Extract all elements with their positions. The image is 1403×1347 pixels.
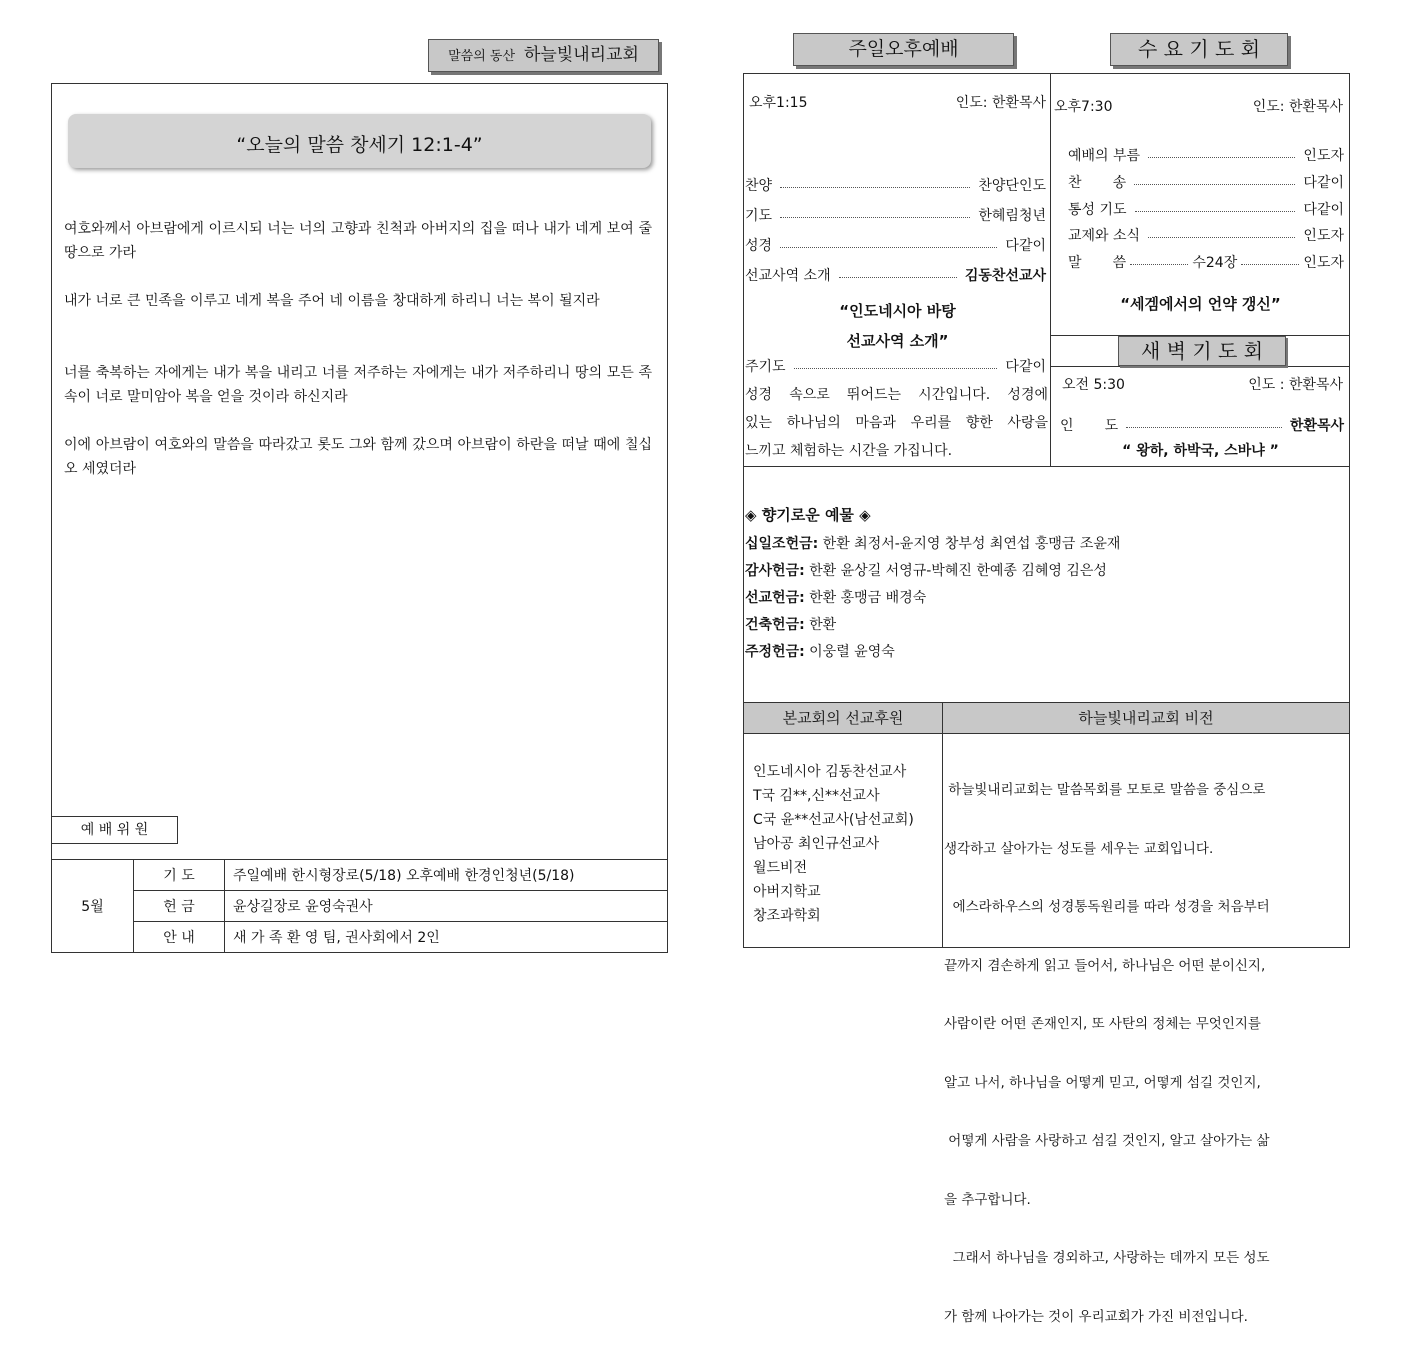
leader-dots xyxy=(780,247,997,248)
scripture-verse-3: 너를 축복하는 자에게는 내가 복을 내리고 너를 저주하는 자에게는 내가 저주하리니 땅의 모든 족속이 너로 말미암아 복을 얻을 것이라 하신지라 xyxy=(64,365,652,405)
sunday-pm-title-line1: “인도네시아 바탕 xyxy=(839,302,956,320)
dawn-time: 오전 5:30 xyxy=(1062,377,1125,393)
leader-dots xyxy=(839,277,957,278)
committee-value-prayer: 주일예배 한시형장로(5/18) 오후예배 한경인청년(5/18) xyxy=(225,860,668,891)
offering-names: 한환 xyxy=(809,617,837,633)
mission-support-header: 본교회의 선교후원 xyxy=(744,703,942,733)
leader-dots xyxy=(780,217,970,218)
offering-names: 한환 홍맹금 배경숙 xyxy=(809,590,927,606)
mission-item: 아버지학교 xyxy=(753,884,821,900)
committee-role-usher: 안 내 xyxy=(134,922,225,953)
church-header-badge xyxy=(428,39,659,72)
vision-line: 그래서 하나님을 경외하고, 사랑하는 데까지 모든 성도 xyxy=(944,1250,1270,1266)
item-label: 교제와 소식 xyxy=(1068,228,1141,244)
wednesday-sermon-title: “세겜에서의 언약 갱신” xyxy=(1120,295,1281,313)
offering-label: 선교헌금: xyxy=(745,590,805,606)
offering-weekly xyxy=(745,641,895,661)
vision-text xyxy=(944,742,1346,1347)
sunday-pm-item-bible xyxy=(745,235,1046,255)
leader-dots xyxy=(1134,184,1295,185)
committee-role-prayer: 기 도 xyxy=(134,860,225,891)
item-value: 김동찬선교사 xyxy=(964,268,1046,284)
wednesday-badge: 수 요 기 도 회 xyxy=(1110,33,1288,66)
vision-line: 사람이란 어떤 존재인지, 또 사탄의 정체는 무엇인지를 xyxy=(944,1016,1261,1032)
mission-item: 인도네시아 김동찬선교사 xyxy=(753,764,907,780)
wednesday-time: 오후7:30 xyxy=(1054,99,1113,115)
sunday-pm-title-line2: 선교사역 소개” xyxy=(846,332,949,350)
scripture-verse-4: 이에 아브람이 여호와의 말씀을 따라갔고 롯도 그와 함께 갔으며 아브람이 하란을 떠날 때에 칠십오 세였더라 xyxy=(64,437,652,477)
vision-line: 끝까지 겸손하게 읽고 들어서, 하나님은 어떤 분이신지, xyxy=(944,957,1266,974)
offering-label: 주정헌금: xyxy=(745,644,805,660)
column-divider xyxy=(1050,73,1051,466)
sunday-pm-desc-3: 느끼고 체험하는 시간을 가집니다. xyxy=(745,443,953,459)
dawn-title: “ 왕하, 하박국, 스바냐 ” xyxy=(1122,443,1279,459)
vision-line: 어떻게 사람을 사랑하고 섬길 것인지, 알고 살아가는 삶 xyxy=(944,1133,1270,1149)
sunday-pm-desc-2: 있는 하나님의 마음과 우리를 향한 사랑을 xyxy=(745,415,1048,431)
item-value: 다같이 xyxy=(1005,238,1046,254)
vision-line: 하늘빛내리교회는 말씀목회를 모토로 말씀을 중심으로 xyxy=(944,782,1266,798)
leader-dots xyxy=(1126,427,1282,428)
sermon-passage: 수24장 xyxy=(1192,255,1238,271)
wednesday-item-prayer xyxy=(1068,199,1344,219)
item-label: 기도 xyxy=(745,208,773,224)
offering-names: 한환 윤상길 서영규-박혜진 한예종 김혜영 김은성 xyxy=(809,563,1107,579)
wednesday-item-hymn xyxy=(1068,172,1344,192)
mission-vision-divider xyxy=(942,702,943,948)
vision-line: 가 함께 나아가는 것이 우리교회가 가진 비전입니다. xyxy=(944,1308,1248,1325)
dawn-item-leader xyxy=(1060,415,1344,435)
leader-dots xyxy=(780,187,970,188)
offering-mission xyxy=(745,587,926,607)
word-title: “오늘의 말씀 창세기 12:1-4” xyxy=(236,134,483,156)
item-label: 주기도 xyxy=(745,359,786,375)
wednesday-leader: 인도: 한환목사 xyxy=(1252,99,1343,115)
vision-line: 을 추구합니다. xyxy=(944,1191,1031,1208)
sunday-pm-badge: 주일오후예배 xyxy=(793,33,1014,66)
leader-dots xyxy=(1148,237,1295,238)
item-label: 찬양 xyxy=(745,178,773,194)
sunday-pm-item-mission xyxy=(745,265,1046,285)
item-value: 다같이 xyxy=(1303,175,1344,191)
dawn-leader: 인도 : 한환목사 xyxy=(1248,377,1343,393)
committee-month: 5월 xyxy=(52,860,134,953)
sunday-pm-item-praise xyxy=(745,175,1046,195)
mission-support-list xyxy=(753,760,914,928)
offering-building xyxy=(745,614,836,634)
item-value: 다같이 xyxy=(1005,359,1046,375)
item-label: 통성 기도 xyxy=(1068,202,1127,218)
offering-tithe xyxy=(745,533,1120,553)
church-motto: 말씀의 동산 xyxy=(448,49,516,64)
vision-line: 에스라하우스의 성경통독원리를 따라 성경을 처음부터 xyxy=(944,899,1270,915)
wednesday-item-sermon xyxy=(1068,252,1344,272)
sunday-pm-item-prayer xyxy=(745,205,1046,225)
vision-line: 생각하고 살아가는 성도를 세우는 교회입니다. xyxy=(944,840,1214,857)
leader-dots xyxy=(1135,211,1296,212)
offering-label: 감사헌금: xyxy=(745,563,805,579)
vision-header: 하늘빛내리교회 비전 xyxy=(943,703,1349,733)
offering-thanks xyxy=(745,560,1107,580)
item-label: 찬 송 xyxy=(1068,175,1127,191)
scripture-verse-1: 여호와께서 아브람에게 이르시되 너는 너의 고향과 친척과 아버지의 집을 떠나 내가 네게 보여 줄 땅으로 가라 xyxy=(64,221,652,261)
leader-dots xyxy=(1130,264,1188,265)
vision-line: 알고 나서, 하나님을 어떻게 믿고, 어떻게 섬길 것인지, xyxy=(944,1074,1261,1091)
church-name: 하늘빛내리교회 xyxy=(523,45,639,65)
item-label: 예배의 부름 xyxy=(1068,148,1141,164)
worship-committee-table xyxy=(51,859,668,953)
wednesday-item-call xyxy=(1068,145,1344,165)
header-underline xyxy=(743,733,1350,734)
offering-label: 건축헌금: xyxy=(745,617,805,633)
sunday-pm-closing xyxy=(745,356,1046,376)
leader-dots xyxy=(1148,157,1295,158)
sunday-pm-leader: 인도: 한환목사 xyxy=(955,95,1046,111)
item-value: 인도자 xyxy=(1303,255,1344,271)
item-label: 선교사역 소개 xyxy=(745,268,831,284)
committee-value-offering: 윤상길장로 윤영숙권사 xyxy=(225,891,668,922)
mission-item: T국 김**,신**선교사 xyxy=(753,788,880,804)
mission-item: 남아공 최인규선교사 xyxy=(753,836,880,852)
offering-names: 이웅렬 윤영숙 xyxy=(809,644,895,660)
mission-item: 월드비전 xyxy=(753,860,808,876)
dawn-divider-2 xyxy=(1050,366,1350,367)
item-label: 성경 xyxy=(745,238,773,254)
offering-names: 한환 최정서-윤지영 창부성 최연섭 홍맹금 조윤재 xyxy=(822,536,1121,552)
item-value: 찬양단인도 xyxy=(978,178,1046,194)
scripture-verse-2: 내가 너로 큰 민족을 이루고 네게 복을 주어 네 이름을 창대하게 하리니 너는 복이 될지라 xyxy=(64,293,600,309)
offerings-heading: ◈ 향기로운 예물 ◈ xyxy=(745,506,871,524)
worship-committee-label: 예 배 위 원 xyxy=(51,816,178,844)
section-divider xyxy=(743,466,1350,467)
item-value: 인도자 xyxy=(1303,148,1344,164)
offering-label: 십일조헌금: xyxy=(745,536,819,552)
item-value: 인도자 xyxy=(1303,228,1344,244)
mission-item: C국 윤**선교사(남선교회) xyxy=(753,812,914,828)
leader-dots xyxy=(1241,264,1299,265)
mission-item: 창조과학회 xyxy=(753,908,821,924)
sunday-pm-desc-1: 성경 속으로 뛰어드는 시간입니다. 성경에 xyxy=(745,387,1048,403)
leader-dots xyxy=(794,368,998,369)
item-value: 한혜림청년 xyxy=(978,208,1046,224)
dawn-badge: 새 벽 기 도 회 xyxy=(1118,336,1286,366)
item-value: 한환목사 xyxy=(1289,418,1344,434)
wednesday-item-news xyxy=(1068,225,1344,245)
item-value: 다같이 xyxy=(1303,202,1344,218)
sunday-pm-time: 오후1:15 xyxy=(749,95,808,111)
item-label: 말 씀 xyxy=(1068,255,1127,271)
committee-role-offering: 헌 금 xyxy=(134,891,225,922)
item-label: 인 도 xyxy=(1060,418,1119,434)
committee-value-usher: 새 가 족 환 영 팀, 권사회에서 2인 xyxy=(225,922,668,953)
